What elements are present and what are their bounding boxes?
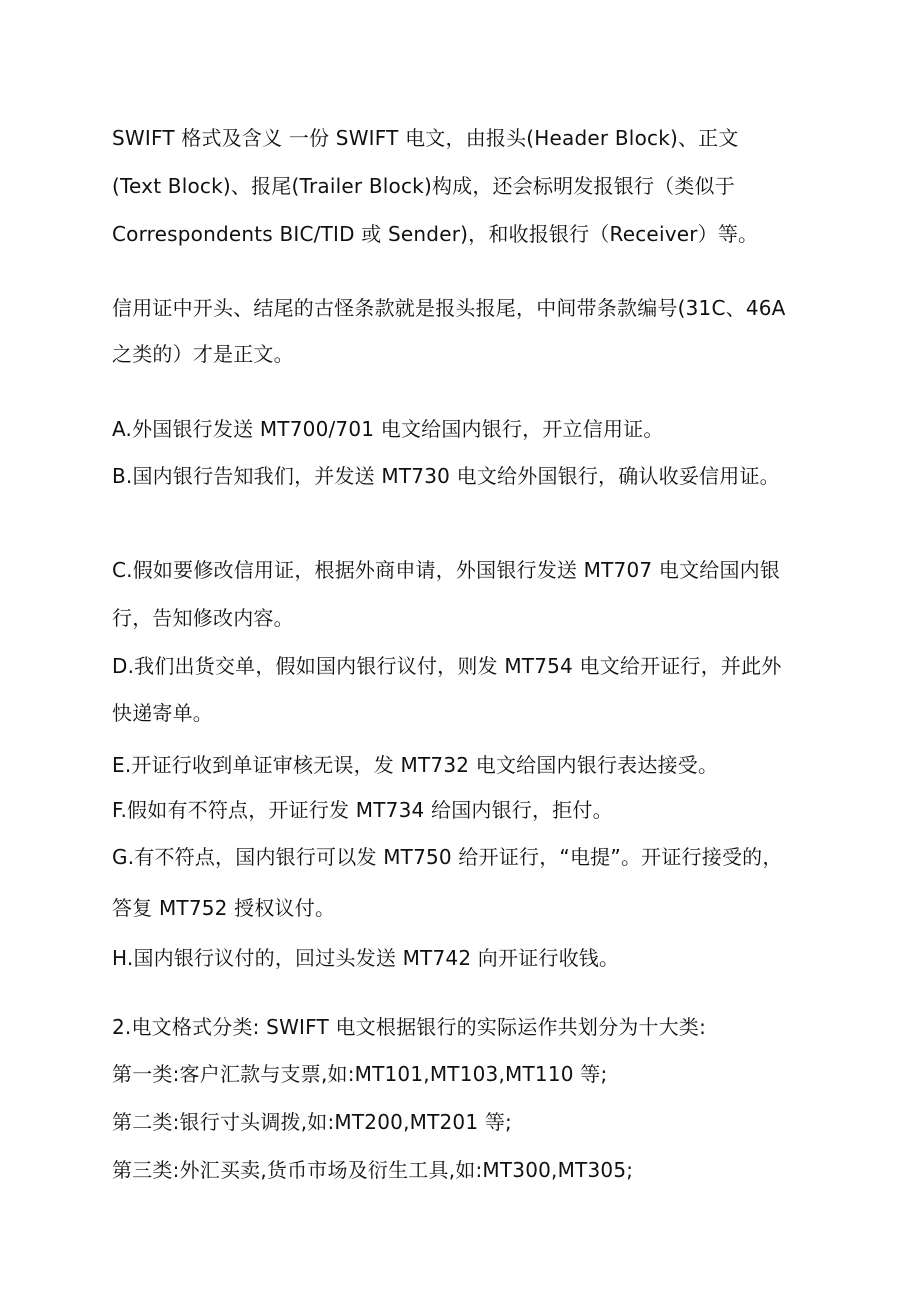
text-line: 之类的）才是正文。 xyxy=(112,342,294,366)
text-line: C.假如要修改信用证，根据外商申请，外国银行发送 MT707 电文给国内银 xyxy=(112,558,781,582)
text-line: 答复 MT752 授权议付。 xyxy=(112,896,336,920)
text-line: SWIFT 格式及含义 一份 SWIFT 电文，由报头(Header Block)、正文 xyxy=(112,126,739,150)
text-line: F.假如有不符点，开证行发 MT734 给国内银行，拒付。 xyxy=(112,798,613,822)
text-line: Correspondents BIC/TID 或 Sender)，和收报银行（Receiver）等。 xyxy=(112,222,759,246)
text-line: 信用证中开头、结尾的古怪条款就是报头报尾，中间带条款编号(31C、46A xyxy=(112,296,786,320)
text-line: 第二类:银行寸头调拨,如:MT200,MT201 等; xyxy=(112,1110,512,1134)
text-line: H.国内银行议付的，回过头发送 MT742 向开证行收钱。 xyxy=(112,946,620,970)
text-line: 第一类:客户汇款与支票,如:MT101,MT103,MT110 等; xyxy=(112,1062,608,1086)
text-line: D.我们出货交单，假如国内银行议付，则发 MT754 电文给开证行，并此外 xyxy=(112,654,782,678)
text-line: E.开证行收到单证审核无误，发 MT732 电文给国内银行表达接受。 xyxy=(112,753,719,777)
text-line: A.外国银行发送 MT700/701 电文给国内银行，开立信用证。 xyxy=(112,417,664,441)
text-line: 2.电文格式分类: SWIFT 电文根据银行的实际运作共划分为十大类: xyxy=(112,1015,707,1039)
text-line: 第三类:外汇买卖,货币市场及衍生工具,如:MT300,MT305; xyxy=(112,1158,634,1182)
text-line: G.有不符点，国内银行可以发 MT750 给开证行，“电提”。开证行接受的， xyxy=(112,845,783,869)
text-line: 行，告知修改内容。 xyxy=(112,606,294,630)
text-line: (Text Block)、报尾(Trailer Block)构成，还会标明发报银行（类似于 xyxy=(112,174,735,198)
text-line: B.国内银行告知我们，并发送 MT730 电文给外国银行，确认收妥信用证。 xyxy=(112,464,780,488)
text-line: 快递寄单。 xyxy=(112,701,213,725)
